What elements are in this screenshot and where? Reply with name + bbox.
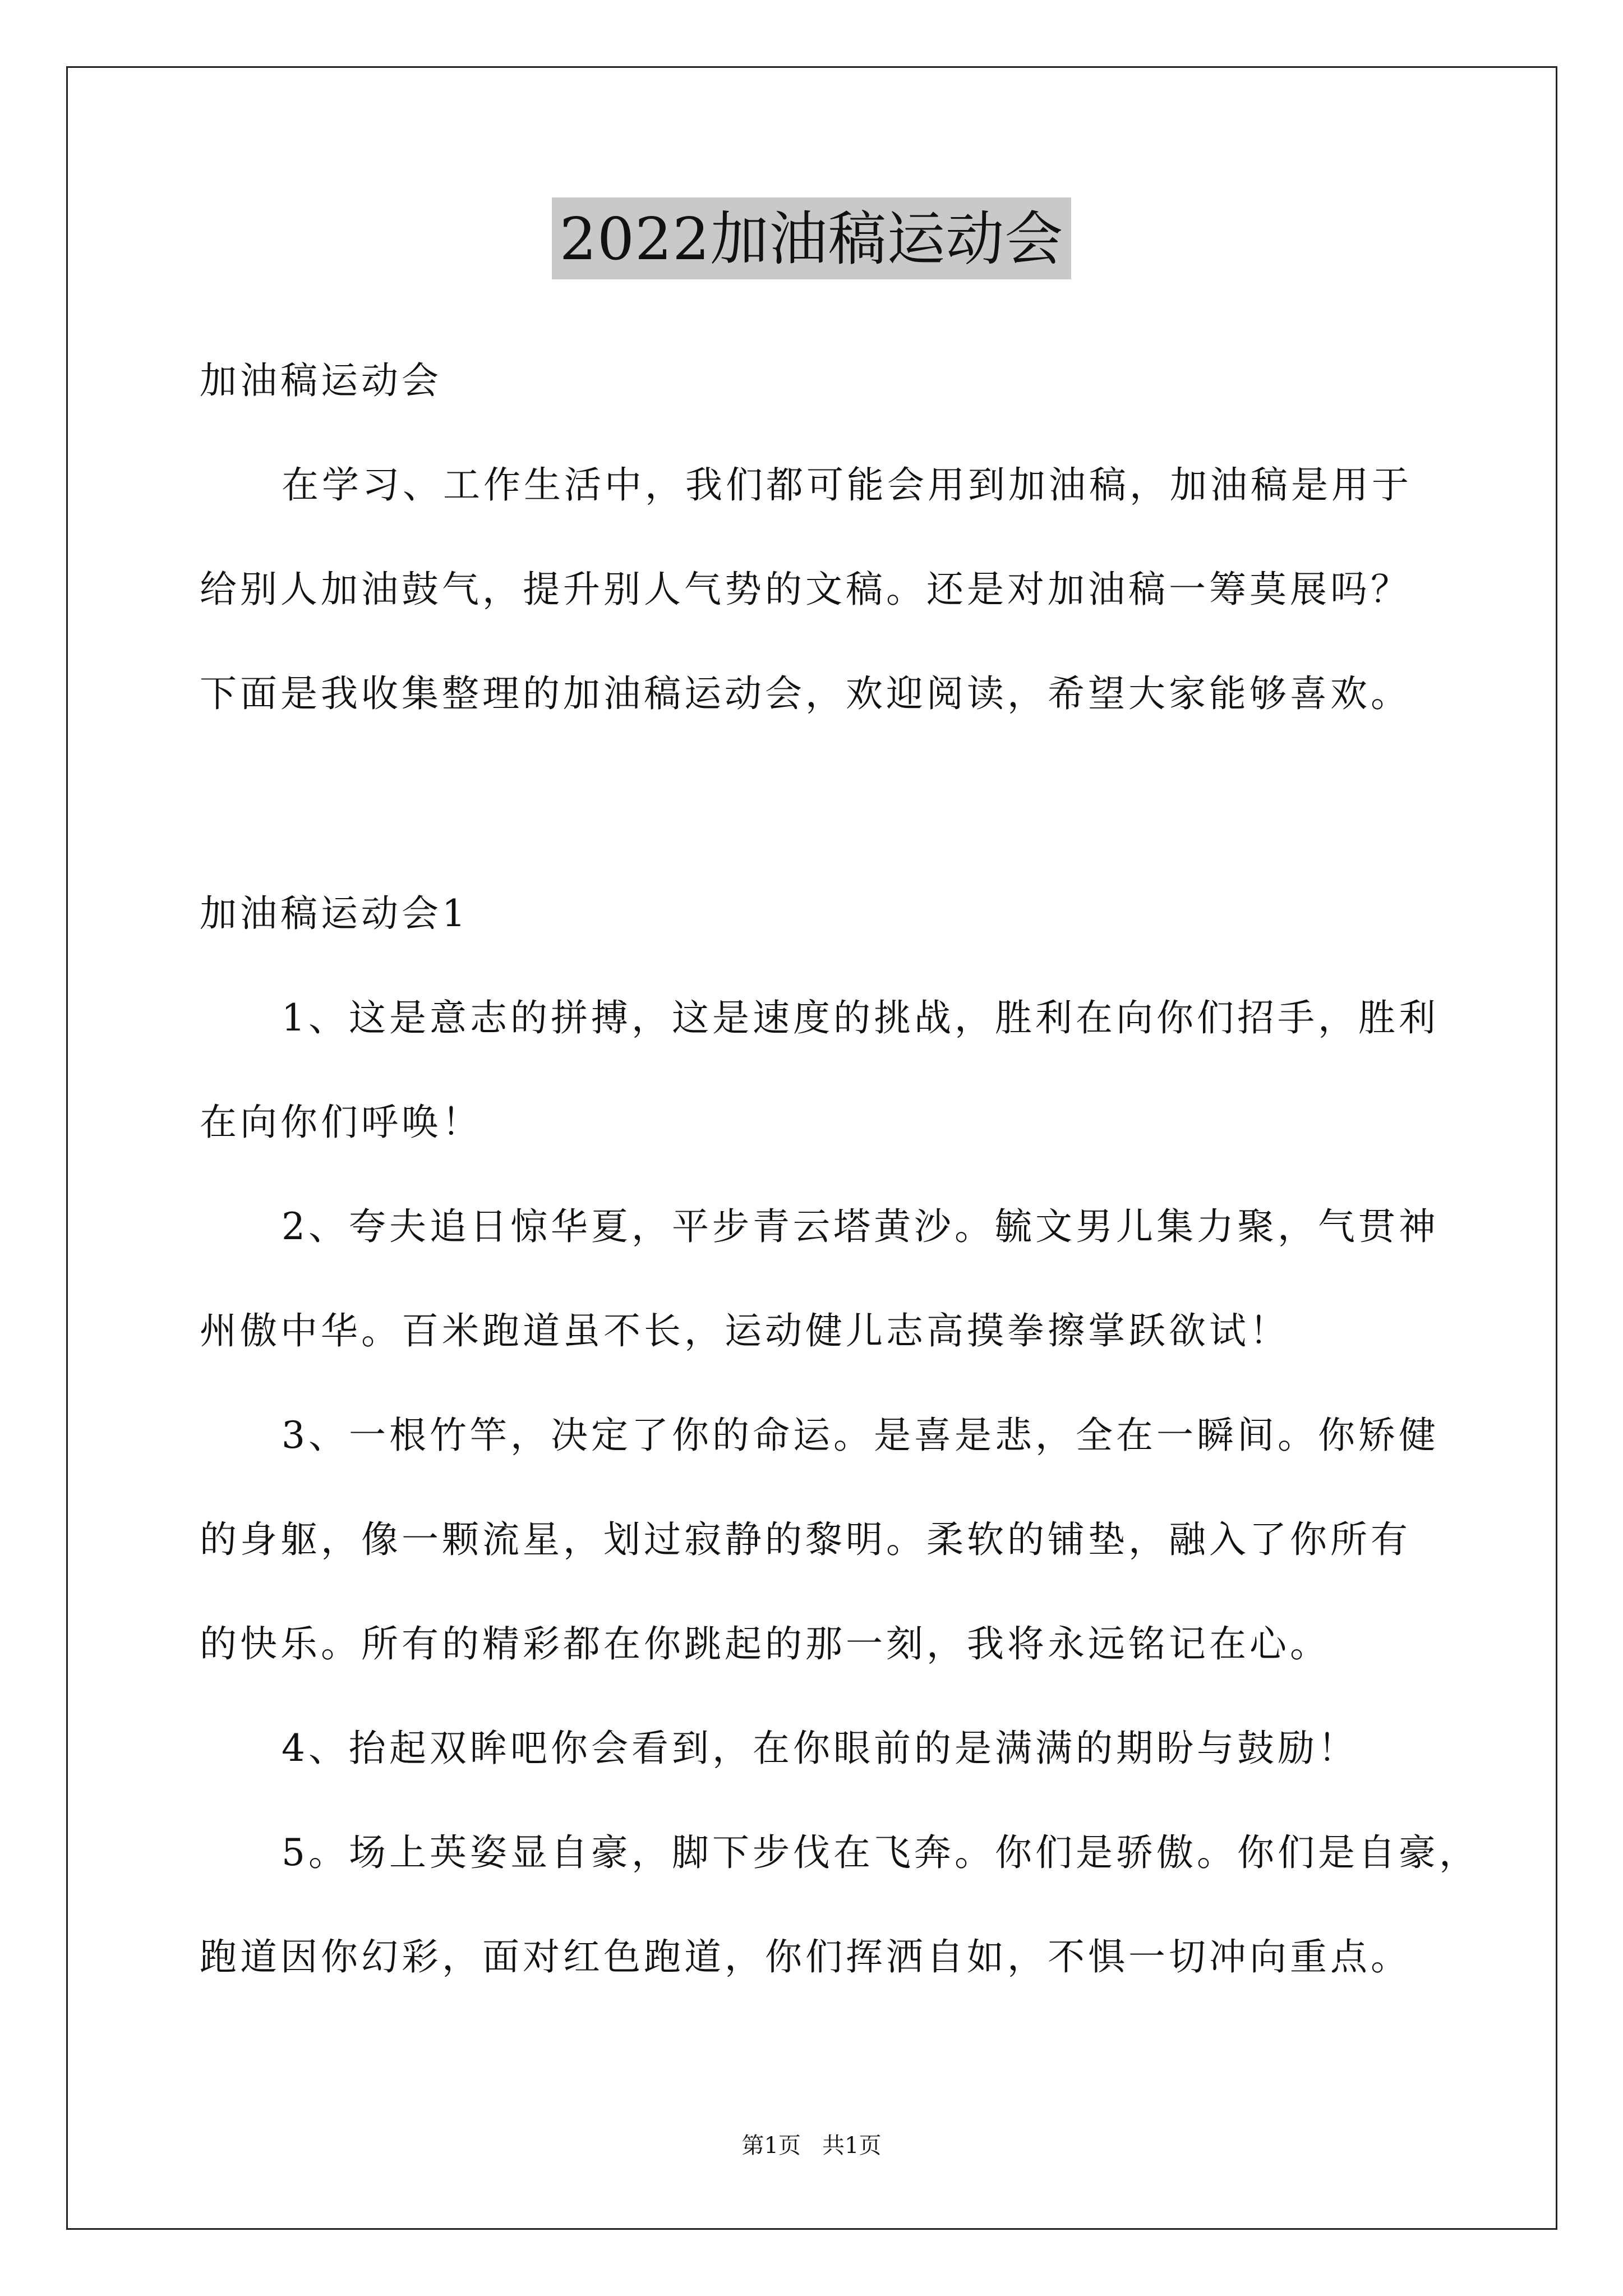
document-title: 2022加油稿运动会 (552, 197, 1072, 279)
item-3-line-2: 的身躯，像一颗流星，划过寂静的黎明。柔软的铺垫，融入了你所有 (200, 1518, 1411, 1561)
document-subtitle: 加油稿运动会 (200, 359, 442, 402)
item-4-line-1: 4、抬起双眸吧你会看到，在你眼前的是满满的期盼与鼓励！ (282, 1727, 1358, 1770)
item-2-line-2: 州傲中华。百米跑道虽不长，运动健儿志高摸拳擦掌跃欲试！ (200, 1309, 1290, 1352)
item-3-line-3: 的快乐。所有的精彩都在你跳起的那一刻，我将永远铭记在心。 (200, 1622, 1330, 1665)
intro-line-1: 在学习、工作生活中，我们都可能会用到加油稿，加油稿是用于 (282, 463, 1412, 507)
title-container (0, 197, 1623, 279)
item-5-line-2: 跑道因你幻彩，面对红色跑道，你们挥洒自如，不惧一切冲向重点。 (200, 1935, 1411, 1978)
intro-line-3: 下面是我收集整理的加油稿运动会，欢迎阅读，希望大家能够喜欢。 (200, 672, 1411, 715)
item-2-line-1: 2、夸夫追日惊华夏，平步青云塔黄沙。毓文男儿集力聚，气贯神 (282, 1205, 1439, 1248)
intro-line-2: 给别人加油鼓气，提升别人气势的文稿。还是对加油稿一筹莫展吗？ (200, 568, 1411, 611)
section-heading: 加油稿运动会1 (200, 892, 469, 935)
page-footer: 第1页 共1页 (741, 2133, 882, 2159)
item-5-line-1: 5。场上英姿显自豪，脚下步伐在飞奔。你们是骄傲。你们是自豪， (282, 1831, 1479, 1874)
item-1-line-2: 在向你们呼唤！ (200, 1101, 482, 1144)
item-1-line-1: 1、这是意志的拼搏，这是速度的挑战，胜利在向你们招手，胜利 (282, 996, 1439, 1039)
item-3-line-1: 3、一根竹竿，决定了你的命运。是喜是悲，全在一瞬间。你矫健 (282, 1414, 1439, 1457)
